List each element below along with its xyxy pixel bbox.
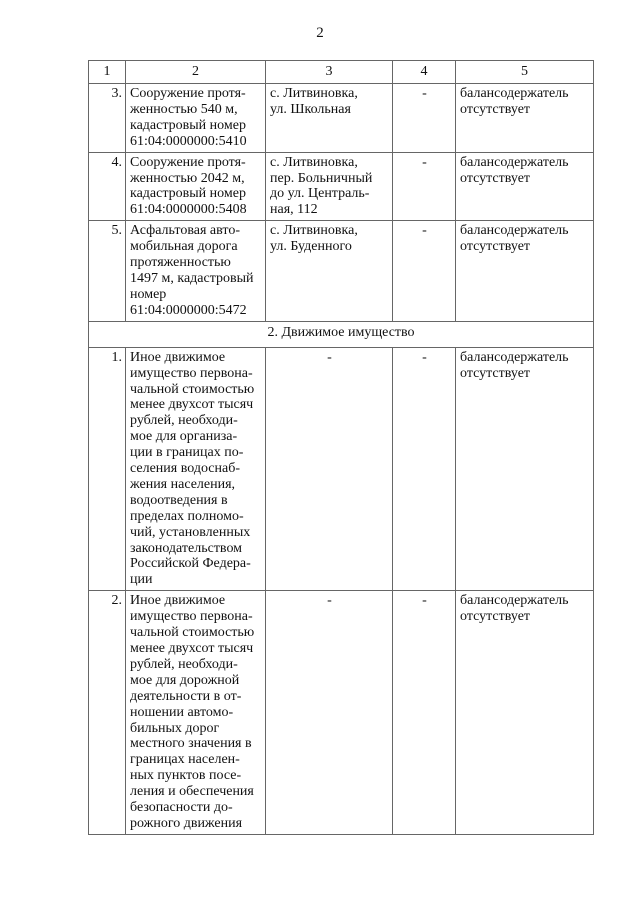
header-col-1: 1 (89, 61, 126, 84)
table-row (89, 591, 594, 835)
row-col4-value: - (393, 347, 456, 591)
movable-property-rows (89, 347, 594, 834)
row-object-name: Асфальтовая авто- мобильная дорога протяженностью 1497 м, кадастровый номер 61:04:0000000:5472 (126, 221, 266, 321)
row-object-name: Иное движимое имущество первона- чальной стоимостью менее двухсот тысяч рублей, необходи- мое для организа- ции в границах по- селения водоснаб- жения населения, водоотведения в пределах полномо- чий, установленных законодательством Российской Федера- ции (126, 347, 266, 591)
header-col-3: 3 (266, 61, 393, 84)
header-col-5: 5 (456, 61, 594, 84)
row-number: 3. (89, 84, 126, 153)
header-col-4: 4 (393, 61, 456, 84)
row-number: 5. (89, 221, 126, 321)
real-estate-rows (89, 84, 594, 322)
table-row (89, 152, 594, 221)
section-title-movable-property: 2. Движимое имущество (89, 321, 594, 347)
row-col4-value: - (393, 591, 456, 835)
row-col4-value: - (393, 221, 456, 321)
row-address: - (266, 347, 393, 591)
row-number: 1. (89, 347, 126, 591)
table-row (89, 84, 594, 153)
row-address: - (266, 591, 393, 835)
header-row (89, 61, 594, 84)
row-number: 4. (89, 152, 126, 221)
row-object-name: Сооружение протя- женностью 540 м, кадастровый номер 61:04:0000000:5410 (126, 84, 266, 153)
row-object-name: Иное движимое имущество первона- чальной стоимостью менее двухсот тысяч рублей, необходи- мое для дорожной деятельности в от- ношении автомо- бильных дорог местного значения в границах населен- ных пунктов посе- ления и обеспечения безопасности до- рожного движения (126, 591, 266, 835)
row-address: с. Литвиновка, ул. Буденного (266, 221, 393, 321)
row-object-name: Сооружение протя- женностью 2042 м, кадастровый номер 61:04:0000000:5408 (126, 152, 266, 221)
table-row (89, 221, 594, 321)
row-number: 2. (89, 591, 126, 835)
row-col4-value: - (393, 84, 456, 153)
row-address: с. Литвиновка, ул. Школьная (266, 84, 393, 153)
row-balance-holder: балансодержатель отсутствует (456, 591, 594, 835)
row-address: с. Литвиновка, пер. Больничный до ул. Централь- ная, 112 (266, 152, 393, 221)
row-balance-holder: балансодержатель отсутствует (456, 347, 594, 591)
property-table (88, 60, 594, 835)
table-row (89, 347, 594, 591)
row-balance-holder: балансодержатель отсутствует (456, 84, 594, 153)
row-col4-value: - (393, 152, 456, 221)
page-number: 2 (316, 25, 324, 41)
section-row (89, 321, 594, 347)
header-col-2: 2 (126, 61, 266, 84)
row-balance-holder: балансодержатель отсутствует (456, 221, 594, 321)
row-balance-holder: балансодержатель отсутствует (456, 152, 594, 221)
